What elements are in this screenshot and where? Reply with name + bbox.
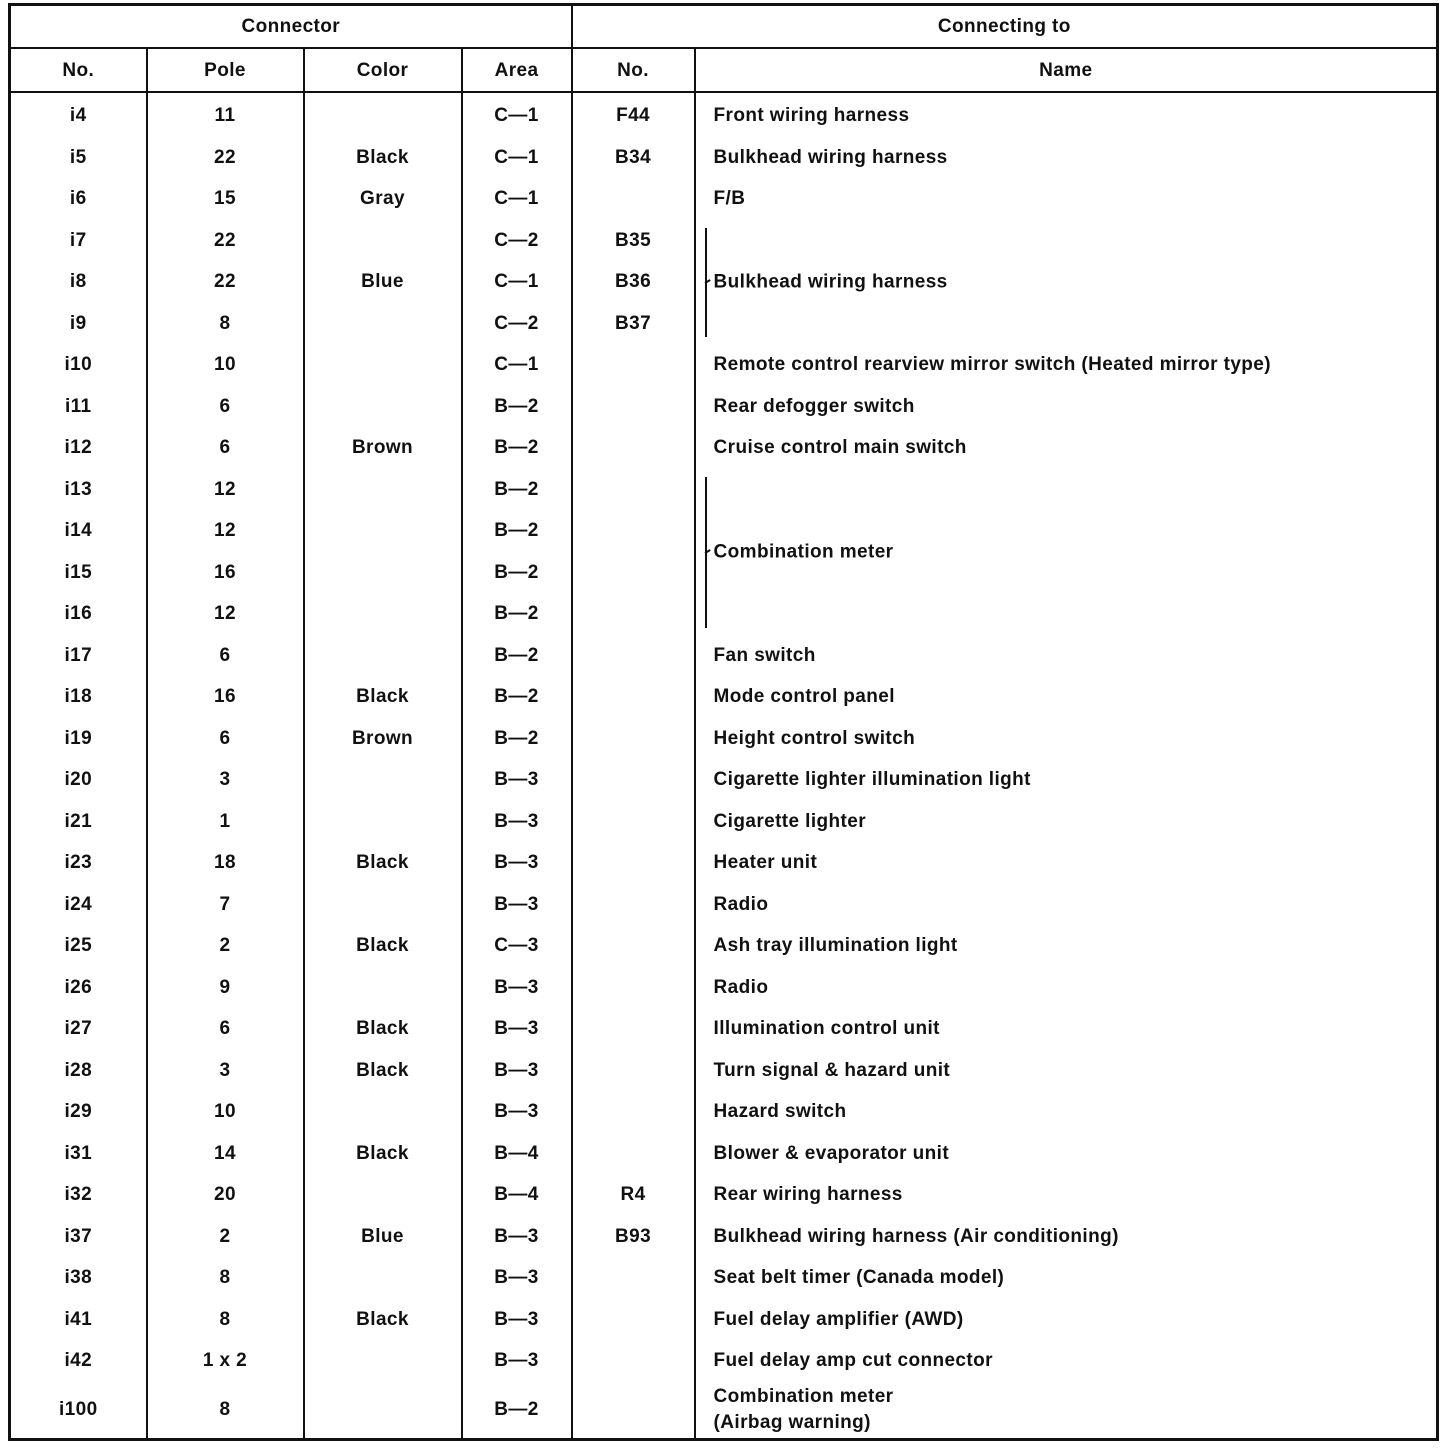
cell-area: B—2 <box>462 427 572 469</box>
cell-conn-no <box>572 386 695 428</box>
cell-no: i29 <box>10 1091 147 1133</box>
cell-name <box>695 303 1438 345</box>
cell-name: Cruise control main switch <box>695 427 1438 469</box>
cell-no: i4 <box>10 92 147 137</box>
cell-area: B—3 <box>462 1050 572 1092</box>
table-row <box>10 801 1438 843</box>
cell-pole: 12 <box>147 510 304 552</box>
cell-conn-no <box>572 635 695 677</box>
cell-color: Brown <box>304 718 462 760</box>
cell-name: Bulkhead wiring harness <box>695 137 1438 179</box>
cell-name: Radio <box>695 884 1438 926</box>
table-row <box>10 469 1438 511</box>
cell-area: B—3 <box>462 1257 572 1299</box>
cell-conn-no <box>572 1382 695 1440</box>
table-row <box>10 220 1438 262</box>
cell-no: i27 <box>10 1008 147 1050</box>
header-color: Color <box>304 48 462 92</box>
cell-conn-no: B37 <box>572 303 695 345</box>
cell-pole: 1 <box>147 801 304 843</box>
cell-conn-no: F44 <box>572 92 695 137</box>
cell-area: B—3 <box>462 1091 572 1133</box>
cell-color: Black <box>304 1008 462 1050</box>
table-row <box>10 1174 1438 1216</box>
cell-pole: 3 <box>147 759 304 801</box>
cell-pole: 11 <box>147 92 304 137</box>
connector-table <box>8 3 1439 1441</box>
cell-name: Fan switch <box>695 635 1438 677</box>
cell-no: i10 <box>10 344 147 386</box>
cell-conn-no <box>572 469 695 511</box>
cell-color <box>304 593 462 635</box>
cell-conn-no <box>572 593 695 635</box>
table-row <box>10 1257 1438 1299</box>
table-row <box>10 137 1438 179</box>
cell-pole: 10 <box>147 344 304 386</box>
cell-conn-no: B34 <box>572 137 695 179</box>
cell-name: Cigarette lighter illumination light <box>695 759 1438 801</box>
cell-name: Heater unit <box>695 842 1438 884</box>
cell-color <box>304 552 462 594</box>
cell-conn-no <box>572 842 695 884</box>
cell-name: Front wiring harness <box>695 92 1438 137</box>
cell-name: Rear wiring harness <box>695 1174 1438 1216</box>
table-row <box>10 593 1438 635</box>
cell-pole: 16 <box>147 552 304 594</box>
cell-color <box>304 510 462 552</box>
header-area: Area <box>462 48 572 92</box>
cell-no: i26 <box>10 967 147 1009</box>
header-name: Name <box>695 48 1438 92</box>
cell-name <box>695 552 1438 594</box>
cell-conn-no <box>572 344 695 386</box>
cell-color <box>304 386 462 428</box>
cell-conn-no <box>572 676 695 718</box>
cell-no: i25 <box>10 925 147 967</box>
cell-color: Black <box>304 842 462 884</box>
cell-area: B—3 <box>462 967 572 1009</box>
cell-no: i5 <box>10 137 147 179</box>
cell-name: Rear defogger switch <box>695 386 1438 428</box>
cell-conn-no <box>572 510 695 552</box>
cell-conn-no <box>572 1340 695 1382</box>
cell-name: Remote control rearview mirror switch (Heated mirror type) <box>695 344 1438 386</box>
cell-area: B—2 <box>462 386 572 428</box>
cell-area: B—2 <box>462 469 572 511</box>
table-row <box>10 676 1438 718</box>
cell-name: Fuel delay amp cut connector <box>695 1340 1438 1382</box>
cell-no: i8 <box>10 261 147 303</box>
table-row <box>10 1299 1438 1341</box>
cell-conn-no <box>572 1050 695 1092</box>
cell-color: Black <box>304 1299 462 1341</box>
cell-no: i12 <box>10 427 147 469</box>
cell-color <box>304 303 462 345</box>
cell-area: B—3 <box>462 759 572 801</box>
table-row <box>10 303 1438 345</box>
cell-conn-no: B93 <box>572 1216 695 1258</box>
cell-color: Black <box>304 1050 462 1092</box>
cell-pole: 7 <box>147 884 304 926</box>
cell-no: i11 <box>10 386 147 428</box>
cell-area: C—1 <box>462 92 572 137</box>
cell-conn-no: B36 <box>572 261 695 303</box>
cell-name: Bulkhead wiring harness (Air conditioning) <box>695 1216 1438 1258</box>
cell-pole: 14 <box>147 1133 304 1175</box>
table-row <box>10 552 1438 594</box>
header-column-row <box>10 48 1438 92</box>
cell-color <box>304 801 462 843</box>
header-connecting-to: Connecting to <box>572 5 1438 49</box>
cell-name: Fuel delay amplifier (AWD) <box>695 1299 1438 1341</box>
cell-conn-no: B35 <box>572 220 695 262</box>
cell-area: B—2 <box>462 1382 572 1440</box>
cell-pole: 10 <box>147 1091 304 1133</box>
cell-pole: 8 <box>147 1299 304 1341</box>
cell-name: F/B <box>695 178 1438 220</box>
cell-color: Black <box>304 1133 462 1175</box>
cell-no: i24 <box>10 884 147 926</box>
cell-name: Height control switch <box>695 718 1438 760</box>
cell-name: Illumination control unit <box>695 1008 1438 1050</box>
cell-no: i7 <box>10 220 147 262</box>
cell-color: Blue <box>304 261 462 303</box>
cell-conn-no <box>572 1091 695 1133</box>
cell-no: i6 <box>10 178 147 220</box>
cell-area: B—4 <box>462 1174 572 1216</box>
cell-color <box>304 1091 462 1133</box>
cell-conn-no <box>572 925 695 967</box>
cell-no: i16 <box>10 593 147 635</box>
table-row <box>10 1216 1438 1258</box>
cell-conn-no <box>572 801 695 843</box>
cell-pole: 3 <box>147 1050 304 1092</box>
cell-no: i9 <box>10 303 147 345</box>
cell-pole: 8 <box>147 1382 304 1440</box>
cell-area: B—3 <box>462 1216 572 1258</box>
cell-name: Blower & evaporator unit <box>695 1133 1438 1175</box>
table-row <box>10 1382 1438 1440</box>
cell-area: B—3 <box>462 801 572 843</box>
cell-name: Combination meter (Airbag warning) <box>695 1382 1438 1440</box>
cell-no: i20 <box>10 759 147 801</box>
cell-no: i19 <box>10 718 147 760</box>
cell-area: C—1 <box>462 261 572 303</box>
table-row <box>10 759 1438 801</box>
cell-conn-no <box>572 1299 695 1341</box>
cell-area: C—3 <box>462 925 572 967</box>
cell-no: i31 <box>10 1133 147 1175</box>
cell-color: Gray <box>304 178 462 220</box>
cell-area: B—2 <box>462 676 572 718</box>
cell-no: i17 <box>10 635 147 677</box>
cell-name: Hazard switch <box>695 1091 1438 1133</box>
cell-area: C—1 <box>462 344 572 386</box>
header-no: No. <box>10 48 147 92</box>
cell-name <box>695 220 1438 293</box>
cell-area: B—2 <box>462 718 572 760</box>
cell-color: Brown <box>304 427 462 469</box>
cell-conn-no: R4 <box>572 1174 695 1216</box>
table-row <box>10 427 1438 469</box>
cell-pole: 16 <box>147 676 304 718</box>
cell-name: Ash tray illumination light <box>695 925 1438 967</box>
cell-no: i14 <box>10 510 147 552</box>
cell-no: i42 <box>10 1340 147 1382</box>
cell-pole: 12 <box>147 593 304 635</box>
header-connector: Connector <box>10 5 572 49</box>
table-row <box>10 1340 1438 1382</box>
cell-no: i18 <box>10 676 147 718</box>
cell-pole: 8 <box>147 303 304 345</box>
table-row <box>10 884 1438 926</box>
cell-color <box>304 92 462 137</box>
table-row <box>10 1133 1438 1175</box>
cell-color <box>304 884 462 926</box>
table-row <box>10 842 1438 884</box>
cell-no: i38 <box>10 1257 147 1299</box>
header-conn-no: No. <box>572 48 695 92</box>
cell-pole: 1 x 2 <box>147 1340 304 1382</box>
cell-area: B—3 <box>462 884 572 926</box>
table-body <box>10 92 1438 1439</box>
table-row <box>10 386 1438 428</box>
table-row <box>10 718 1438 760</box>
cell-pole: 12 <box>147 469 304 511</box>
cell-pole: 20 <box>147 1174 304 1216</box>
cell-conn-no <box>572 884 695 926</box>
table-row <box>10 1091 1438 1133</box>
cell-name: Seat belt timer (Canada model) <box>695 1257 1438 1299</box>
cell-area: C—2 <box>462 220 572 262</box>
table-row <box>10 925 1438 967</box>
cell-name: Radio <box>695 967 1438 1009</box>
cell-color: Black <box>304 137 462 179</box>
cell-conn-no <box>572 1257 695 1299</box>
cell-area: B—3 <box>462 1008 572 1050</box>
cell-no: i37 <box>10 1216 147 1258</box>
cell-name: Turn signal & hazard unit <box>695 1050 1438 1092</box>
cell-area: B—3 <box>462 842 572 884</box>
cell-name <box>695 261 1438 303</box>
table-row <box>10 1050 1438 1092</box>
cell-pole: 6 <box>147 718 304 760</box>
cell-pole: 2 <box>147 925 304 967</box>
cell-no: i21 <box>10 801 147 843</box>
cell-pole: 6 <box>147 386 304 428</box>
cell-area: B—2 <box>462 510 572 552</box>
cell-area: B—2 <box>462 635 572 677</box>
cell-color <box>304 1340 462 1382</box>
table-row <box>10 92 1438 137</box>
cell-no: i15 <box>10 552 147 594</box>
table-row <box>10 510 1438 552</box>
cell-color: Black <box>304 925 462 967</box>
cell-conn-no <box>572 178 695 220</box>
table-row <box>10 261 1438 303</box>
table-row <box>10 967 1438 1009</box>
connector-table-sheet <box>8 3 1436 1443</box>
cell-no: i28 <box>10 1050 147 1092</box>
cell-area: C—1 <box>462 137 572 179</box>
cell-area: B—2 <box>462 593 572 635</box>
cell-color <box>304 759 462 801</box>
cell-conn-no <box>572 427 695 469</box>
cell-name <box>695 469 1438 563</box>
cell-area: B—4 <box>462 1133 572 1175</box>
table-row <box>10 178 1438 220</box>
cell-pole: 6 <box>147 635 304 677</box>
cell-name: Cigarette lighter <box>695 801 1438 843</box>
cell-name <box>695 510 1438 552</box>
cell-color <box>304 220 462 262</box>
cell-pole: 22 <box>147 261 304 303</box>
cell-no: i32 <box>10 1174 147 1216</box>
cell-no: i23 <box>10 842 147 884</box>
cell-area: C—2 <box>462 303 572 345</box>
cell-pole: 8 <box>147 1257 304 1299</box>
cell-pole: 2 <box>147 1216 304 1258</box>
cell-color <box>304 635 462 677</box>
header-pole: Pole <box>147 48 304 92</box>
cell-area: B—3 <box>462 1340 572 1382</box>
cell-area: B—2 <box>462 552 572 594</box>
cell-pole: 22 <box>147 137 304 179</box>
group-label: Bulkhead wiring harness <box>713 271 948 293</box>
cell-conn-no <box>572 967 695 1009</box>
cell-pole: 9 <box>147 967 304 1009</box>
cell-color: Black <box>304 676 462 718</box>
cell-name <box>695 593 1438 635</box>
cell-pole: 22 <box>147 220 304 262</box>
cell-pole: 6 <box>147 1008 304 1050</box>
cell-conn-no <box>572 1133 695 1175</box>
cell-color <box>304 1174 462 1216</box>
cell-area: C—1 <box>462 178 572 220</box>
cell-no: i41 <box>10 1299 147 1341</box>
cell-conn-no <box>572 552 695 594</box>
cell-pole: 15 <box>147 178 304 220</box>
cell-color <box>304 344 462 386</box>
cell-color <box>304 1257 462 1299</box>
cell-pole: 6 <box>147 427 304 469</box>
group-label: Combination meter <box>713 541 894 563</box>
cell-no: i13 <box>10 469 147 511</box>
table-row <box>10 635 1438 677</box>
table-row <box>10 344 1438 386</box>
cell-area: B—3 <box>462 1299 572 1341</box>
cell-no: i100 <box>10 1382 147 1440</box>
cell-conn-no <box>572 718 695 760</box>
cell-conn-no <box>572 1008 695 1050</box>
cell-color <box>304 1382 462 1440</box>
table-row <box>10 1008 1438 1050</box>
cell-conn-no <box>572 759 695 801</box>
cell-name: Mode control panel <box>695 676 1438 718</box>
cell-color: Blue <box>304 1216 462 1258</box>
cell-color <box>304 469 462 511</box>
cell-color <box>304 967 462 1009</box>
cell-pole: 18 <box>147 842 304 884</box>
header-group-row <box>10 5 1438 49</box>
